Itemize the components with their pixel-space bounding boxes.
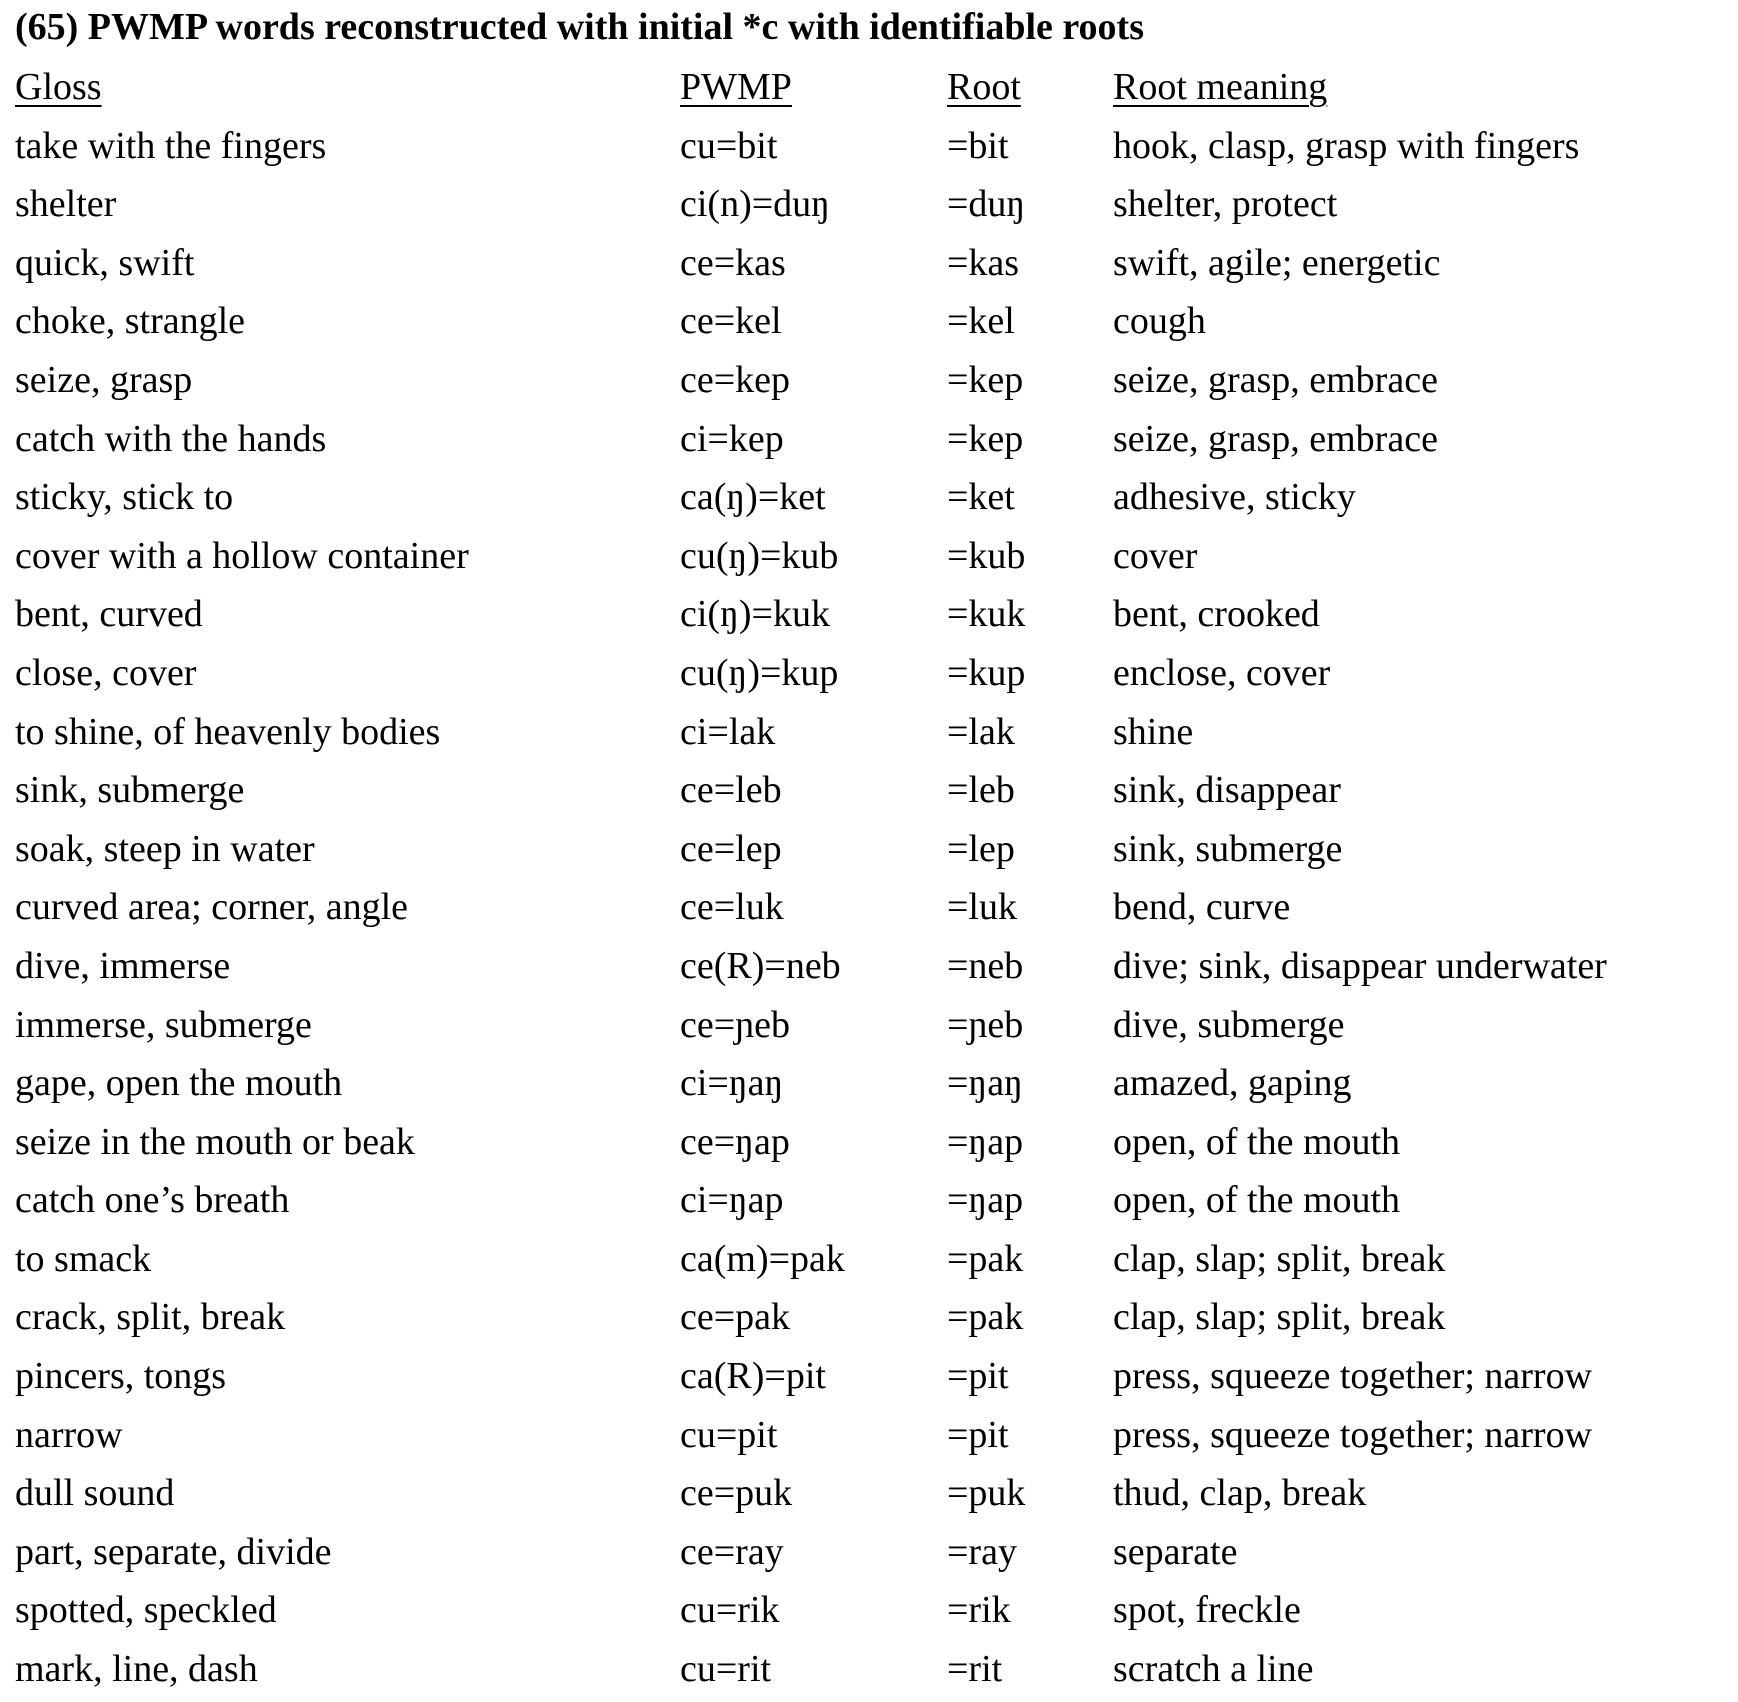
root-meaning-cell: scratch a line [1113, 1648, 1314, 1691]
gloss-cell: curved area; corner, angle [15, 886, 409, 929]
root-meaning-cell: press, squeeze together; narrow [1113, 1355, 1593, 1398]
root-cell: =bit [947, 124, 1009, 167]
root-meaning-cell: spot, freckle [1113, 1589, 1301, 1632]
pwmp-cell: cu=rit [680, 1648, 772, 1691]
table-row [0, 175, 1738, 234]
gloss-cell: take with the fingers [15, 124, 327, 167]
gloss-cell: seize in the mouth or beak [15, 1120, 415, 1163]
root-meaning-cell: press, squeeze together; narrow [1113, 1413, 1593, 1456]
gloss-cell: shelter [15, 183, 117, 226]
table-row [0, 1288, 1738, 1347]
gloss-cell: bent, curved [15, 593, 203, 636]
table-row [0, 820, 1738, 879]
table-row [0, 351, 1738, 410]
root-cell: =pit [947, 1413, 1009, 1456]
root-cell: =kep [947, 358, 1024, 401]
gloss-cell: spotted, speckled [15, 1589, 277, 1632]
pwmp-cell: ce=puk [680, 1472, 793, 1515]
gloss-cell: sink, submerge [15, 769, 245, 812]
root-meaning-cell: dive; sink, disappear underwater [1113, 944, 1607, 987]
table-row [0, 1113, 1738, 1172]
root-meaning-cell: shelter, protect [1113, 183, 1338, 226]
root-meaning-cell: thud, clap, break [1113, 1472, 1367, 1515]
root-cell: =duŋ [947, 183, 1026, 226]
header-gloss: Gloss [15, 66, 102, 108]
pwmp-cell: ci=kep [680, 417, 784, 460]
root-meaning-cell: seize, grasp, embrace [1113, 417, 1438, 460]
root-cell: =leb [947, 769, 1015, 812]
root-meaning-cell: dive, submerge [1113, 1003, 1345, 1046]
pwmp-cell: ce=ɲeb [680, 1003, 791, 1046]
pwmp-cell: ce=lep [680, 827, 782, 870]
gloss-cell: dull sound [15, 1472, 175, 1515]
root-meaning-cell: open, of the mouth [1113, 1179, 1401, 1222]
gloss-cell: catch one’s breath [15, 1179, 290, 1222]
table-row [0, 527, 1738, 586]
gloss-cell: narrow [15, 1413, 123, 1456]
root-cell: =puk [947, 1472, 1026, 1515]
root-cell: =kub [947, 534, 1026, 577]
table-row [0, 292, 1738, 351]
pwmp-cell: ce=kel [680, 300, 782, 343]
root-cell: =ray [947, 1530, 1017, 1573]
table-row [0, 644, 1738, 703]
table-row [0, 468, 1738, 527]
root-meaning-cell: bent, crooked [1113, 593, 1320, 636]
table-row [0, 410, 1738, 469]
table-row [0, 1054, 1738, 1113]
gloss-cell: seize, grasp [15, 358, 193, 401]
header-pwmp: PWMP [680, 66, 792, 108]
root-cell: =ŋap [947, 1179, 1024, 1222]
root-cell: =pak [947, 1296, 1024, 1339]
pwmp-cell: ci=ŋap [680, 1179, 784, 1222]
root-meaning-cell: shine [1113, 710, 1194, 753]
gloss-cell: catch with the hands [15, 417, 327, 460]
root-meaning-cell: sink, disappear [1113, 769, 1341, 812]
table-row [0, 585, 1738, 644]
table-row [0, 234, 1738, 293]
pwmp-cell: ce=kas [680, 241, 786, 284]
gloss-cell: choke, strangle [15, 300, 246, 343]
table-row [0, 1581, 1738, 1640]
gloss-cell: crack, split, break [15, 1296, 286, 1339]
table-row [0, 1464, 1738, 1523]
table-row [0, 937, 1738, 996]
root-cell: =kel [947, 300, 1015, 343]
root-meaning-cell: enclose, cover [1113, 651, 1331, 694]
root-cell: =luk [947, 886, 1017, 929]
pwmp-cell: cu(ŋ)=kub [680, 534, 839, 577]
gloss-cell: mark, line, dash [15, 1648, 258, 1691]
root-cell: =lep [947, 827, 1015, 870]
gloss-cell: to smack [15, 1237, 152, 1280]
gloss-cell: part, separate, divide [15, 1530, 332, 1573]
root-cell: =kas [947, 241, 1020, 284]
pwmp-cell: ce=leb [680, 769, 782, 812]
table-row [0, 996, 1738, 1055]
table-row [0, 117, 1738, 176]
table-row [0, 1230, 1738, 1289]
root-cell: =rik [947, 1589, 1011, 1632]
pwmp-cell: ce=ŋap [680, 1120, 790, 1163]
root-cell: =ŋaŋ [947, 1062, 1023, 1105]
table-row [0, 703, 1738, 762]
gloss-cell: close, cover [15, 651, 197, 694]
pwmp-cell: ci(n)=duŋ [680, 183, 830, 226]
gloss-cell: cover with a hollow container [15, 534, 469, 577]
header-root-meaning: Root meaning [1113, 66, 1328, 108]
root-meaning-cell: adhesive, sticky [1113, 476, 1356, 519]
root-cell: =kup [947, 651, 1026, 694]
root-meaning-cell: bend, curve [1113, 886, 1291, 929]
header-root: Root [947, 66, 1021, 108]
pwmp-cell: ce=kep [680, 358, 791, 401]
root-meaning-cell: sink, submerge [1113, 827, 1343, 870]
pwmp-cell: cu=rik [680, 1589, 780, 1632]
table-row [0, 1171, 1738, 1230]
page-title: (65) PWMP words reconstructed with initial *c with identifiable roots [15, 6, 1144, 48]
root-cell: =kuk [947, 593, 1026, 636]
pwmp-cell: cu=pit [680, 1413, 778, 1456]
table-header [0, 58, 1738, 117]
gloss-cell: quick, swift [15, 241, 195, 284]
table-row [0, 1523, 1738, 1582]
table-row [0, 1640, 1738, 1699]
root-cell: =ŋap [947, 1120, 1024, 1163]
pwmp-cell: ca(ŋ)=ket [680, 476, 826, 519]
root-meaning-cell: hook, clasp, grasp with fingers [1113, 124, 1580, 167]
gloss-cell: sticky, stick to [15, 476, 234, 519]
root-meaning-cell: seize, grasp, embrace [1113, 358, 1438, 401]
table-row [0, 878, 1738, 937]
gloss-cell: immerse, submerge [15, 1003, 312, 1046]
root-cell: =kep [947, 417, 1024, 460]
table-row [0, 761, 1738, 820]
root-meaning-cell: clap, slap; split, break [1113, 1296, 1446, 1339]
table-row [0, 1347, 1738, 1406]
pwmp-cell: ce=ray [680, 1530, 784, 1573]
pwmp-cell: ca(R)=pit [680, 1355, 826, 1398]
root-cell: =ket [947, 476, 1015, 519]
root-meaning-cell: clap, slap; split, break [1113, 1237, 1446, 1280]
root-cell: =ɲeb [947, 1003, 1024, 1046]
root-meaning-cell: cough [1113, 300, 1206, 343]
pwmp-cell: ci(ŋ)=kuk [680, 593, 830, 636]
root-cell: =lak [947, 710, 1015, 753]
gloss-cell: pincers, tongs [15, 1355, 227, 1398]
root-cell: =rit [947, 1648, 1003, 1691]
root-meaning-cell: amazed, gaping [1113, 1062, 1352, 1105]
pwmp-cell: ce=pak [680, 1296, 791, 1339]
table-body [0, 117, 1738, 1699]
pwmp-cell: cu=bit [680, 124, 778, 167]
gloss-cell: soak, steep in water [15, 827, 315, 870]
table-row [0, 1406, 1738, 1465]
gloss-cell: gape, open the mouth [15, 1062, 343, 1105]
root-cell: =pit [947, 1355, 1009, 1398]
pwmp-cell: ca(m)=pak [680, 1237, 845, 1280]
root-meaning-cell: open, of the mouth [1113, 1120, 1401, 1163]
pwmp-cell: ci=ŋaŋ [680, 1062, 784, 1105]
pwmp-cell: ci=lak [680, 710, 776, 753]
root-meaning-cell: separate [1113, 1530, 1238, 1573]
pwmp-cell: ce=luk [680, 886, 784, 929]
root-meaning-cell: swift, agile; energetic [1113, 241, 1441, 284]
root-cell: =pak [947, 1237, 1024, 1280]
root-cell: =neb [947, 944, 1024, 987]
gloss-cell: to shine, of heavenly bodies [15, 710, 441, 753]
gloss-cell: dive, immerse [15, 944, 231, 987]
root-meaning-cell: cover [1113, 534, 1198, 577]
pwmp-cell: ce(R)=neb [680, 944, 841, 987]
pwmp-cell: cu(ŋ)=kup [680, 651, 839, 694]
word-table [0, 58, 1738, 1699]
